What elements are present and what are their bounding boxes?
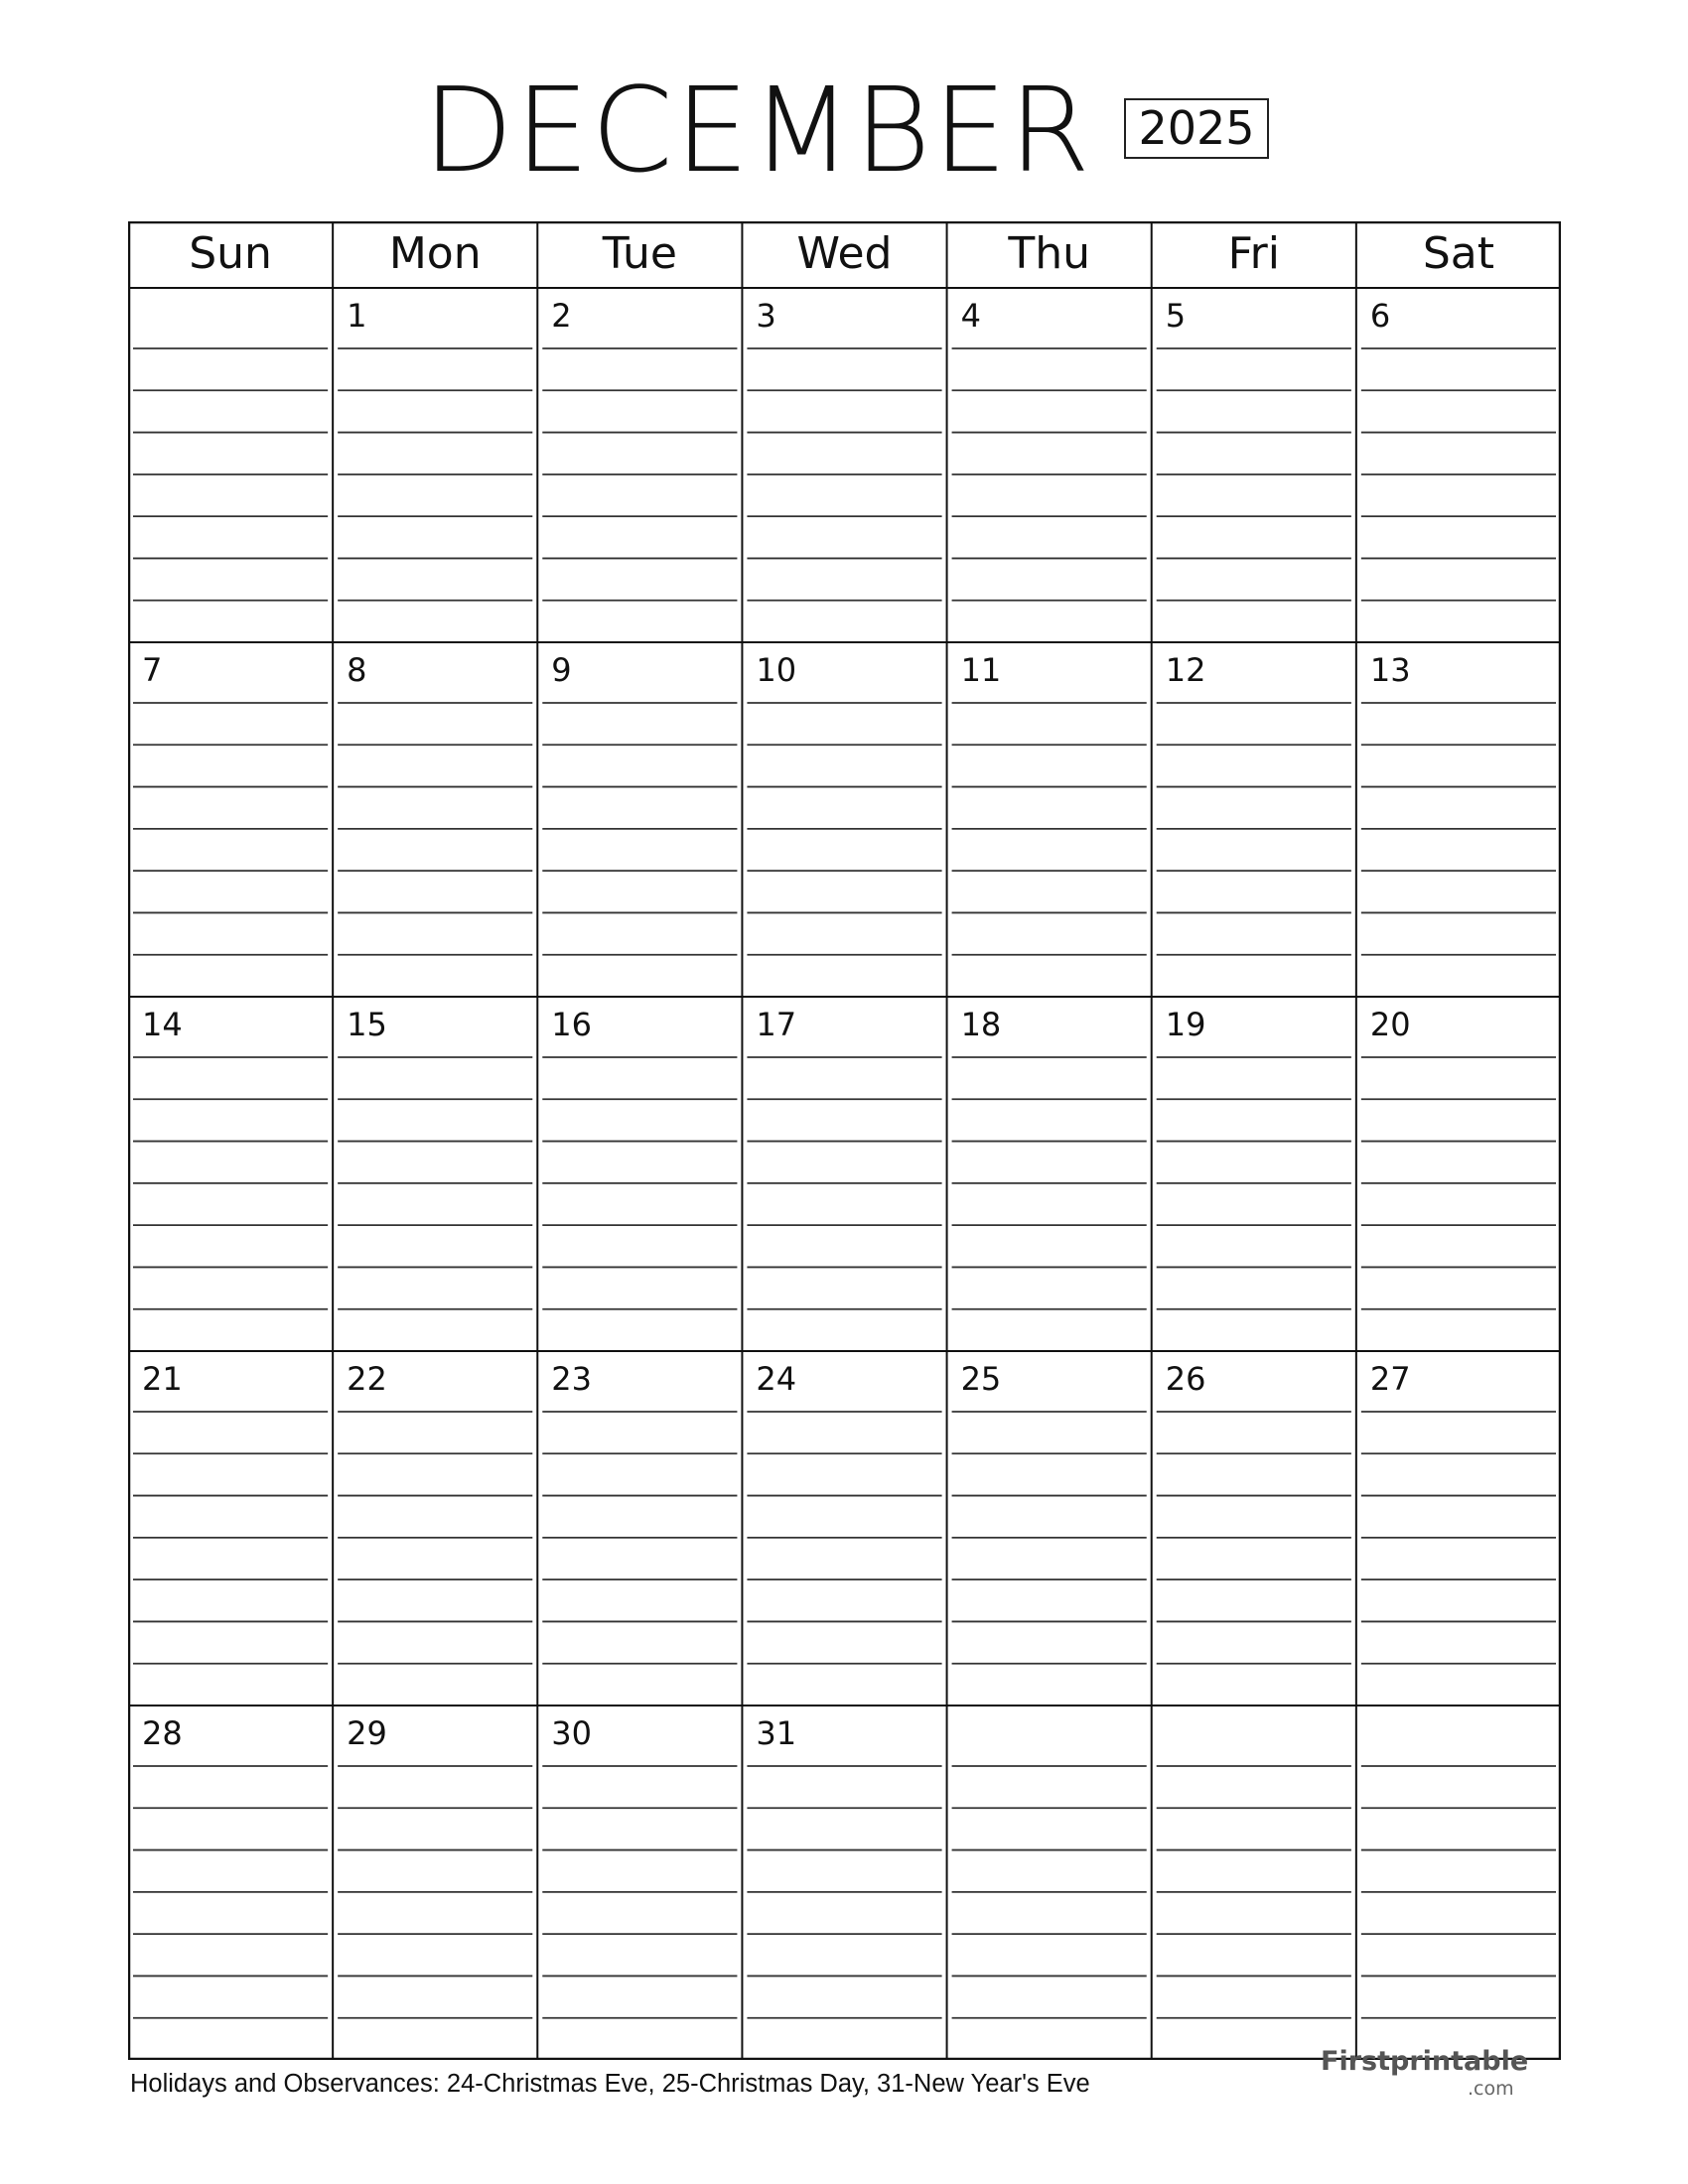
day-number: 10 [756,651,797,689]
brand-name: Firstprintable [1321,2046,1529,2077]
day-number: 18 [960,1006,1002,1043]
day-number: 23 [551,1360,593,1398]
day-number: 22 [347,1360,387,1398]
day-number: 30 [551,1714,593,1752]
weekday-header-thu: Thu [1008,228,1090,279]
day-number: 26 [1165,1360,1206,1398]
day-number: 25 [960,1360,1002,1398]
brand-logo [1321,2046,1579,2102]
day-number: 8 [347,651,367,689]
weekday-header-mon: Mon [388,228,482,279]
day-number: 17 [756,1006,797,1043]
day-number: 19 [1165,1006,1206,1043]
weekday-header-wed: Wed [796,228,893,279]
weekday-header-sat: Sat [1422,228,1495,279]
day-number: 21 [142,1360,183,1398]
day-number: 20 [1369,1006,1411,1043]
calendar-title [0,62,1688,199]
weekday-header-tue: Tue [602,228,677,279]
day-number: 12 [1165,651,1206,689]
day-number: 27 [1369,1360,1411,1398]
day-number: 9 [551,651,572,689]
day-number: 2 [551,297,572,335]
day-number: 4 [960,297,981,335]
calendar-grid [128,221,1561,2060]
day-number: 31 [756,1714,797,1752]
day-number: 24 [756,1360,797,1398]
day-number: 13 [1369,651,1411,689]
weekday-header-fri: Fri [1227,228,1280,279]
day-number: 11 [960,651,1002,689]
day-number: 16 [551,1006,593,1043]
day-number: 6 [1369,297,1391,335]
day-number: 3 [756,297,776,335]
month-name: DECEMBER [423,62,1092,199]
day-number: 1 [347,297,367,335]
year-badge: 2025 [1124,98,1269,159]
holidays-note: Holidays and Observances: 24-Christmas Eve, 25-Christmas Day, 31-New Year's Eve [130,2070,1090,2098]
day-number: 15 [347,1006,387,1043]
day-number: 7 [142,651,163,689]
day-number: 14 [142,1006,183,1043]
day-number: 28 [142,1714,183,1752]
brand-domain: .com [1468,2078,1514,2100]
day-number: 5 [1165,297,1187,335]
day-number: 29 [347,1714,387,1752]
weekday-header-sun: Sun [189,228,272,279]
